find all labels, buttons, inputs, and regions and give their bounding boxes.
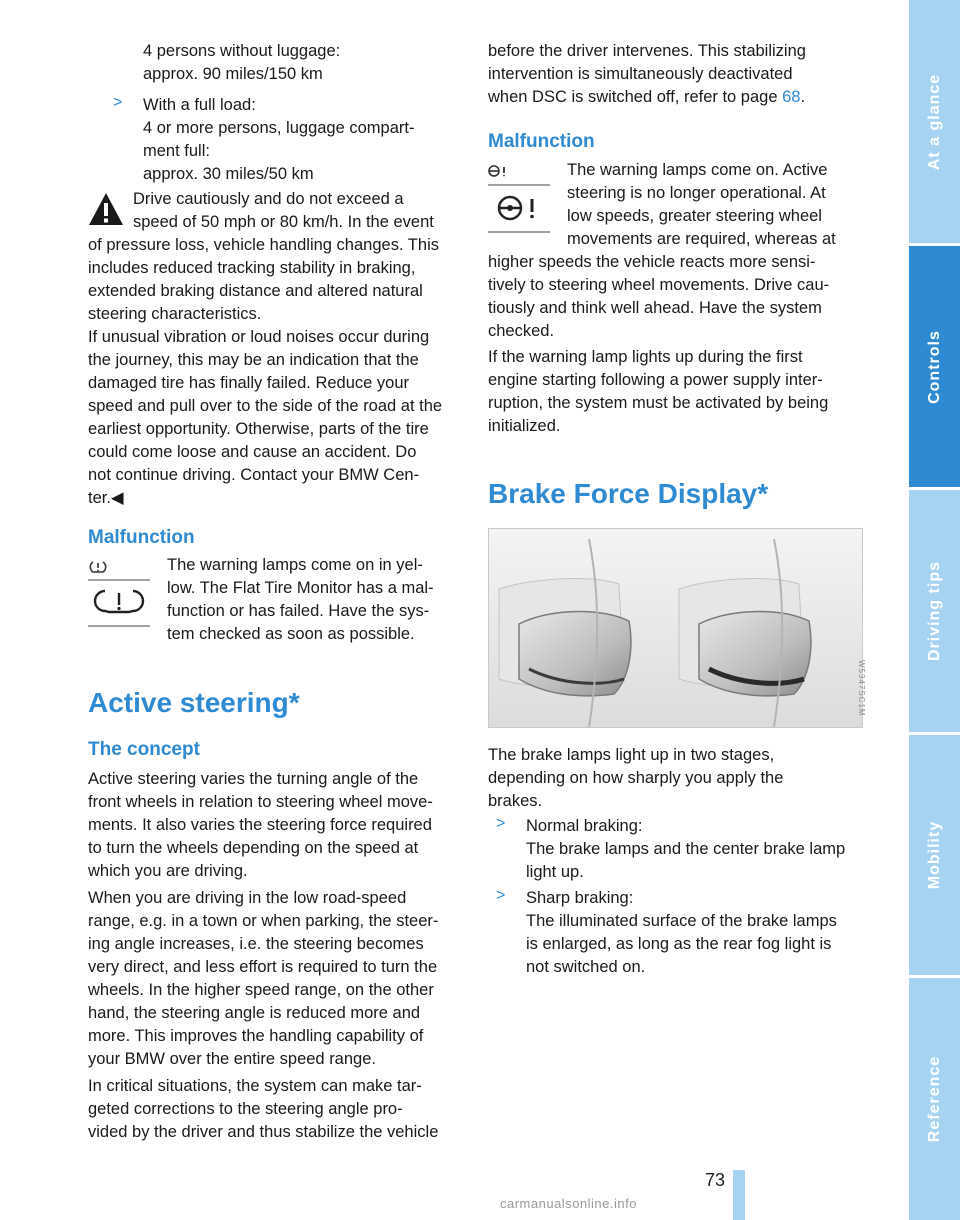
tab-at-a-glance[interactable] [909, 0, 960, 246]
text-fragment: . [800, 88, 806, 106]
malfunction-block [488, 159, 863, 343]
text-line: If unusual vibration or loud noises occur during [88, 328, 430, 346]
text-line: could come loose and cause an accident. Do [88, 443, 417, 461]
text-line: geted corrections to the steering angle pro- [88, 1100, 403, 1118]
text-line: Drive cautiously and do not exceed a [133, 190, 404, 208]
text-line: steering characteristics. [88, 305, 262, 323]
text-line: tem checked as soon as possible. [167, 625, 415, 643]
text-line: The warning lamps come on. Active [567, 161, 828, 179]
text-line: intervention is simultaneously deactivated [488, 65, 793, 83]
text-line: of pressure loss, vehicle handling changes. This [88, 236, 439, 254]
text-line: If the warning lamp lights up during the first [488, 348, 803, 366]
text-line: is enlarged, as long as the rear fog light is [526, 935, 832, 953]
text-line: movements are required, whereas at [567, 230, 836, 248]
brake-force-heading: Brake Force Display* [488, 478, 769, 509]
concept-paragraph-3 [88, 1075, 463, 1144]
text-line: approx. 30 miles/50 km [143, 165, 314, 183]
malfunction-block [167, 554, 467, 646]
text-line: Sharp braking: [526, 889, 634, 907]
tab-driving-tips[interactable] [909, 490, 960, 735]
passengers-block [143, 40, 473, 86]
sharp-braking-bullet [496, 887, 894, 979]
text-line: The brake lamps and the center brake lamp [526, 840, 846, 858]
text-line: not continue driving. Contact your BMW Cen- [88, 466, 420, 484]
text-line: In critical situations, the system can make tar- [88, 1077, 422, 1095]
text-line: your BMW over the entire speed range. [88, 1050, 376, 1068]
continued-paragraph [488, 40, 863, 109]
text-line: low speeds, greater steering wheel [567, 207, 822, 225]
caution-block [88, 188, 463, 510]
tab-label: Controls [925, 329, 943, 404]
concept-heading: The concept [88, 739, 200, 760]
text-line: 4 or more persons, luggage compart- [143, 119, 415, 137]
text-line: The warning lamps come on in yel- [167, 556, 423, 574]
text-fragment: when DSC is switched off, refer to page [488, 88, 783, 106]
page-number: 73 [704, 1170, 725, 1190]
malfunction-heading: Malfunction [88, 527, 195, 548]
tab-mobility[interactable] [909, 735, 960, 978]
text-line: damaged tire has finally failed. Reduce your [88, 374, 410, 392]
text-line: When you are driving in the low road-speed [88, 889, 407, 907]
text-line: The illuminated surface of the brake lamps [526, 912, 837, 930]
brake-lamps-photo [488, 528, 863, 728]
text-line: ments. It also varies the steering force required [88, 816, 432, 834]
tab-label: Reference [925, 1055, 943, 1143]
text-line: very direct, and less effort is required to turn the [88, 958, 438, 976]
text-line: speed of 50 mph or 80 km/h. In the event [133, 213, 434, 231]
watermark: carmanualsonline.info [500, 1196, 637, 1211]
text-line: before the driver intervenes. This stabilizing [488, 42, 806, 60]
page-number-bar [733, 1170, 745, 1220]
text-line: speed and pull over to the side of the road at the [88, 397, 443, 415]
text-line: more. This improves the handling capability of [88, 1027, 424, 1045]
text-line: initialized. [488, 417, 561, 435]
text-line [488, 86, 863, 109]
normal-braking-bullet [496, 815, 894, 884]
malfunction-heading: Malfunction [488, 131, 595, 152]
text-line: front wheels in relation to steering wheel move- [88, 793, 433, 811]
tab-controls[interactable] [909, 246, 960, 490]
text-line: includes reduced tracking stability in braking, [88, 259, 416, 277]
text-line: which you are driving. [88, 862, 248, 880]
text-line: hand, the steering angle is reduced more and [88, 1004, 421, 1022]
text-line: extended braking distance and altered natural [88, 282, 423, 300]
text-line: ruption, the system must be activated by being [488, 394, 829, 412]
text-line: approx. 90 miles/150 km [143, 65, 323, 83]
text-line: higher speeds the vehicle reacts more sensi- [488, 253, 816, 271]
init-paragraph [488, 346, 863, 438]
text-line: checked. [488, 322, 555, 340]
text-line: earliest opportunity. Otherwise, parts of the tire [88, 420, 429, 438]
text-line: function or has failed. Have the sys- [167, 602, 430, 620]
text-line: the journey, this may be an indication that the [88, 351, 419, 369]
text-line: not switched on. [526, 958, 646, 976]
text-line: The brake lamps light up in two stages, [488, 746, 775, 764]
text-line: 4 persons without luggage: [143, 42, 341, 60]
tab-reference[interactable] [909, 978, 960, 1220]
active-steering-heading: Active steering* [88, 687, 300, 718]
text-line: Normal braking: [526, 817, 643, 835]
text-line: brakes. [488, 792, 543, 810]
page-link[interactable]: 68 [782, 88, 801, 106]
text-line: depending on how sharply you apply the [488, 769, 784, 787]
text-line: vided by the driver and thus stabilize the vehicle [88, 1123, 439, 1141]
text-line: steering is no longer operational. At [567, 184, 826, 202]
text-line: tiously and think well ahead. Have the system [488, 299, 822, 317]
tab-label: At a glance [925, 73, 943, 170]
concept-paragraph-1 [88, 768, 463, 883]
text-line: ment full: [143, 142, 210, 160]
bullet-mark: > [113, 94, 123, 111]
section-sidebar [909, 0, 960, 1220]
text-line: ter.◀ [88, 489, 124, 507]
text-line: tively to steering wheel movements. Drive cau- [488, 276, 830, 294]
brake-intro [488, 744, 863, 813]
tire-pressure-warning-icon [88, 555, 150, 634]
text-line: wheels. In the higher speed range, on the other [88, 981, 434, 999]
text-line: ing angle increases, i.e. the steering becomes [88, 935, 424, 953]
tab-label: Driving tips [925, 560, 943, 662]
text-line: light up. [526, 863, 584, 881]
concept-paragraph-2 [88, 887, 463, 1071]
text-line: to turn the wheels depending on the speed at [88, 839, 419, 857]
photo-code: W5347SC1M [857, 660, 866, 717]
tab-label: Mobility [925, 820, 943, 890]
text-line: range, e.g. in a town or when parking, the steer- [88, 912, 439, 930]
text-line: engine starting following a power supply inter- [488, 371, 823, 389]
text-line: Active steering varies the turning angle of the [88, 770, 419, 788]
bullet-mark: > [496, 815, 506, 832]
bullet-mark: > [496, 887, 506, 904]
full-load-bullet [113, 94, 503, 186]
text-line: With a full load: [143, 96, 256, 114]
text-line: low. The Flat Tire Monitor has a mal- [167, 579, 434, 597]
